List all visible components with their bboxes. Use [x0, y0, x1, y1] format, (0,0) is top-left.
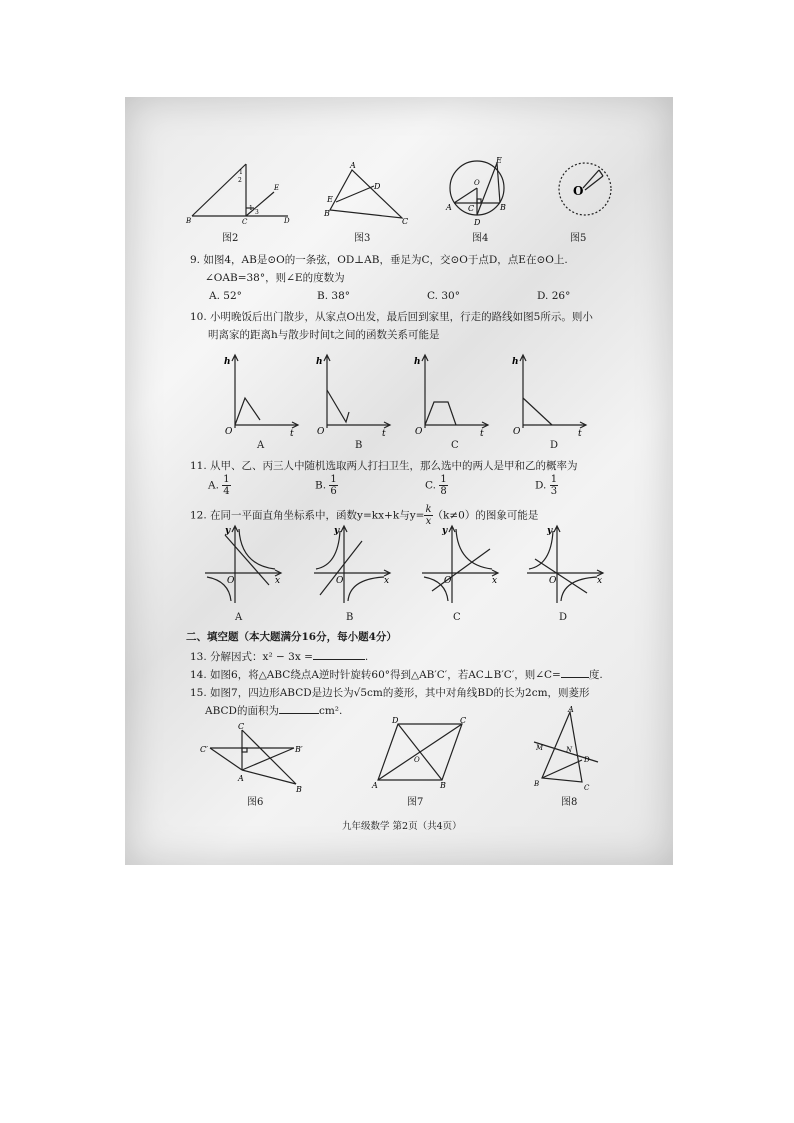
svg-text:1: 1: [239, 169, 243, 176]
fig7-caption: 图7: [407, 797, 424, 808]
q12-pre: 12. 在同一平面直角坐标系中，函数y=kx+k与y=: [190, 509, 425, 522]
svg-text:C: C: [238, 722, 245, 731]
svg-text:D: D: [474, 218, 481, 227]
svg-text:O: O: [474, 179, 480, 187]
q13-line: [190, 649, 368, 664]
q10-a-origin: O: [225, 427, 233, 437]
q12-label-c: C: [453, 612, 461, 623]
q15-line1: [190, 685, 590, 700]
q10-d-origin: O: [513, 427, 521, 437]
fig2-caption: 图2: [222, 233, 239, 244]
q10-label-a: A: [257, 440, 265, 451]
svg-text:A: A: [446, 203, 452, 212]
svg-text:C: C: [584, 784, 590, 792]
q15-line1b: cm的菱形，其中对角线BD的长为2cm，则菱形: [367, 687, 590, 699]
q11-c-num: 1: [440, 474, 447, 485]
q13-text: 13. 分解因式：x² − 3x =: [190, 651, 313, 663]
svg-text:E: E: [274, 184, 280, 192]
q11-d-letter: D.: [535, 479, 547, 492]
q10-graph-c: [410, 350, 490, 439]
q12-d-axis-x: x: [597, 576, 603, 586]
q11-a-letter: A.: [208, 479, 219, 492]
fig5-caption: 图5: [570, 233, 587, 244]
q9-option-b: B. 38°: [317, 290, 351, 302]
q10-b-axis-y: h: [316, 357, 323, 367]
q10-d-axis-x: t: [578, 429, 582, 439]
svg-text:B: B: [296, 785, 302, 794]
q12-b-axis-x: x: [384, 576, 390, 586]
svg-text:D: D: [584, 756, 590, 764]
q13-answer-blank[interactable]: [313, 659, 365, 660]
q11-b-letter: B.: [315, 479, 327, 492]
q10-graph-d: [508, 350, 588, 439]
figure-8: [530, 706, 605, 791]
q12-c-origin: O: [444, 576, 452, 586]
fig4-caption: 图4: [472, 233, 489, 244]
q11-option-c: [425, 474, 448, 497]
q10-a-axis-x: t: [290, 429, 294, 439]
q12-b-axis-y: y: [334, 526, 340, 536]
figure-6: [200, 722, 315, 792]
svg-text:C: C: [242, 218, 248, 226]
q10-line1: 10. 小明晚饭后出门散步，从家点O出发，最后回到家里，行走的路线如图5所示。则小: [190, 311, 593, 323]
svg-text:C: C: [460, 716, 467, 725]
q9-line1: 9. 如图4，AB是⊙O的一条弦，OD⊥AB，垂足为C，交⊙O于点D，点E在⊙O上.: [190, 254, 568, 266]
q13-end: .: [364, 651, 369, 663]
q10-label-c: C: [451, 440, 459, 451]
svg-text:B: B: [324, 209, 330, 218]
q12-b-origin: O: [336, 576, 344, 586]
q14-answer-blank[interactable]: [561, 677, 589, 678]
svg-text:O: O: [573, 184, 584, 198]
q12-graph-d: [525, 525, 605, 605]
q10-line2: 明离家的距离h与散步时间t之间的函数关系可能是: [208, 329, 440, 341]
svg-text:B: B: [534, 780, 540, 788]
svg-text:E: E: [327, 195, 333, 204]
svg-text:C: C: [468, 204, 475, 213]
q10-c-axis-y: h: [414, 357, 421, 367]
svg-text:3: 3: [255, 209, 259, 216]
svg-text:C: C: [402, 217, 409, 226]
q15-answer-blank[interactable]: [279, 713, 319, 714]
svg-text:A: A: [372, 781, 378, 790]
svg-text:D: D: [392, 716, 399, 725]
section-2-heading: 二、填空题（本大题满分16分，每小题4分）: [186, 631, 397, 643]
q14-line: [190, 667, 603, 682]
svg-text:N: N: [566, 746, 573, 754]
q12-line: [190, 504, 538, 527]
q10-c-axis-x: t: [480, 429, 484, 439]
q11-a-den: 4: [223, 486, 230, 497]
figure-5: [555, 160, 615, 220]
q9-option-a: A. 52°: [209, 290, 242, 302]
q12-a-axis-x: x: [275, 576, 281, 586]
q12-graph-a: [203, 525, 283, 605]
svg-text:2: 2: [238, 177, 242, 184]
q10-graph-a: [220, 350, 300, 439]
q15-line2a: ABCD的面积为: [205, 705, 279, 717]
q15-line2: [205, 703, 342, 718]
q12-graph-b: [312, 525, 392, 605]
q15-line2b: cm².: [318, 705, 343, 717]
q11-d-num: 1: [550, 474, 558, 485]
q9-option-d: D. 26°: [537, 290, 571, 302]
q11-option-b: [315, 474, 338, 497]
svg-text:O: O: [414, 756, 420, 764]
q10-d-axis-y: h: [512, 357, 519, 367]
fig3-caption: 图3: [354, 233, 371, 244]
q10-b-axis-x: t: [382, 429, 386, 439]
q11-option-a: [208, 474, 231, 497]
q14-end: 度.: [588, 669, 603, 681]
q10-label-b: B: [355, 440, 363, 451]
svg-text:A: A: [238, 774, 244, 783]
q12-label-b: B: [346, 612, 354, 623]
q12-d-origin: O: [549, 576, 557, 586]
q11-c-letter: C.: [425, 479, 436, 492]
q11-a-num: 1: [223, 474, 230, 485]
q15-line1a: 15. 如图7，四边形ABCD是边长为: [190, 687, 354, 699]
q10-graph-b: [312, 350, 392, 439]
q10-a-axis-y: h: [224, 357, 231, 367]
q11-option-d: [535, 474, 558, 497]
svg-text:E: E: [496, 156, 502, 165]
q15-sqrt: √5: [353, 687, 368, 699]
q10-c-origin: O: [415, 427, 423, 437]
q12-graph-c: [420, 525, 500, 605]
svg-text:A: A: [350, 161, 356, 170]
q11-line1: 11. 从甲、乙、丙三人中随机选取两人打扫卫生，那么选中的两人是甲和乙的概率为: [190, 460, 578, 472]
svg-text:A: A: [568, 705, 574, 714]
q9-line2: ∠OAB=38°，则∠E的度数为: [205, 272, 345, 284]
page-footer: 九年级数学 第2页（共4页）: [342, 821, 462, 832]
q11-b-den: 6: [330, 486, 337, 497]
q11-d-den: 3: [550, 486, 558, 497]
q12-frac-num: k: [425, 504, 432, 515]
q12-a-axis-y: y: [225, 526, 231, 536]
q10-b-origin: O: [317, 427, 325, 437]
q12-frac-den: x: [425, 516, 432, 527]
q14-text: 14. 如图6，将△ABC绕点A逆时针旋转60°得到△AB′C′，若AC⊥B′C′，则∠C=: [190, 669, 561, 681]
svg-text:D: D: [374, 182, 381, 191]
q12-d-axis-y: y: [547, 526, 553, 536]
q10-label-d: D: [550, 440, 559, 451]
q12-c-axis-x: x: [492, 576, 498, 586]
svg-text:M: M: [536, 744, 544, 752]
figure-2: [186, 160, 296, 225]
q11-b-num: 1: [330, 474, 337, 485]
fig8-caption: 图8: [561, 797, 578, 808]
svg-text:D: D: [284, 217, 290, 225]
q11-c-den: 8: [440, 486, 447, 497]
svg-text:1: 1: [249, 205, 253, 212]
svg-text:B′: B′: [295, 745, 303, 754]
svg-text:B: B: [500, 203, 506, 212]
figure-7: [370, 716, 475, 788]
svg-text:B: B: [186, 217, 192, 225]
figure-4: [442, 155, 512, 227]
svg-text:C′: C′: [200, 745, 208, 754]
svg-text:B: B: [440, 781, 446, 790]
figure-3: [322, 160, 412, 225]
q12-label-d: D: [559, 612, 568, 623]
fig6-caption: 图6: [247, 797, 264, 808]
q9-option-c: C. 30°: [427, 290, 460, 302]
q12-a-origin: O: [227, 576, 235, 586]
q12-c-axis-y: y: [442, 526, 448, 536]
q12-label-a: A: [235, 612, 243, 623]
q12-post: （k≠0）的图象可能是: [432, 509, 539, 522]
